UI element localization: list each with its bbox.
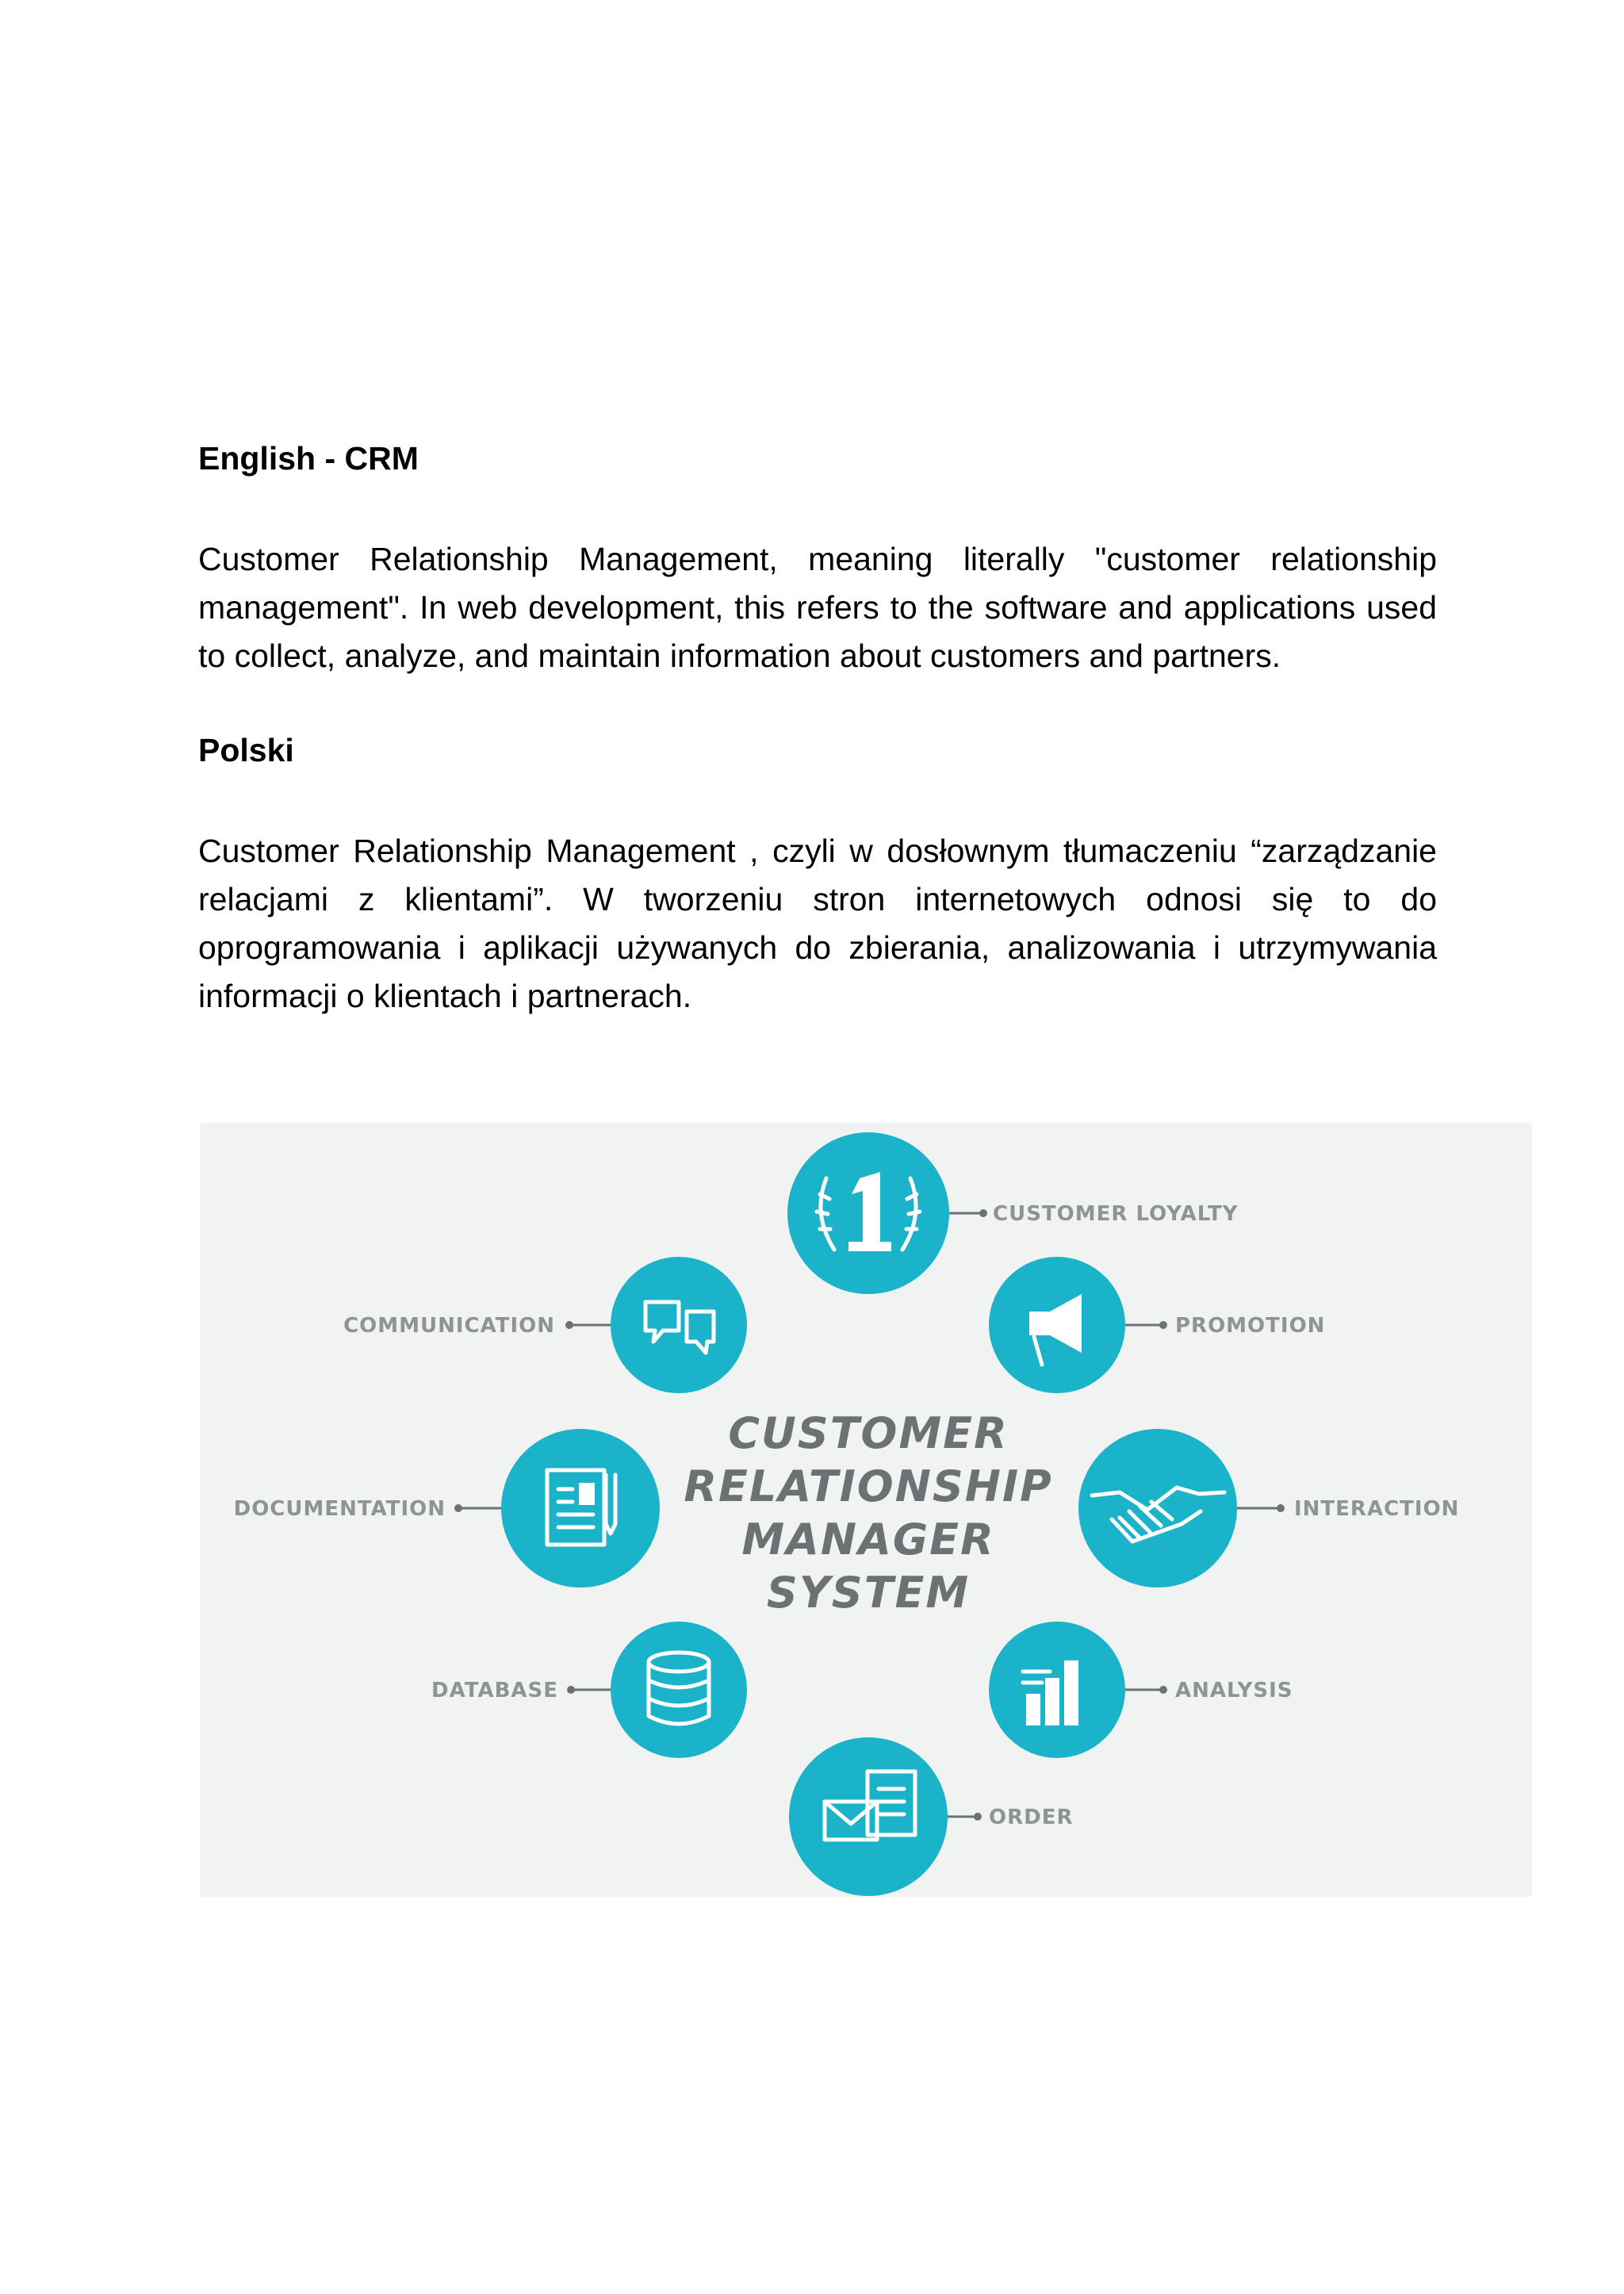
center-title-line-3: MANAGER: [741, 1515, 995, 1564]
node-interaction: [1078, 1429, 1459, 1587]
crm-diagram-svg: [200, 1123, 1532, 1897]
documentation-label: DOCUMENTATION: [233, 1497, 446, 1521]
order-label: ORDER: [989, 1806, 1074, 1829]
interaction-label: INTERACTION: [1294, 1497, 1460, 1521]
node-customer-loyalty: [787, 1132, 1239, 1294]
polish-heading: Polski: [198, 732, 294, 768]
analysis-label: ANALYSIS: [1175, 1679, 1293, 1702]
documentation-disc: [501, 1429, 660, 1587]
customer-loyalty-label: CUSTOMER LOYALTY: [993, 1202, 1239, 1226]
node-analysis: [989, 1622, 1293, 1758]
center-title-line-4: SYSTEM: [766, 1568, 971, 1618]
center-title-line-1: CUSTOMER: [728, 1408, 1009, 1458]
database-label: DATABASE: [431, 1679, 558, 1702]
promotion-label: PROMOTION: [1175, 1314, 1326, 1338]
node-order: [789, 1737, 1074, 1896]
communication-label: COMMUNICATION: [343, 1314, 555, 1338]
node-promotion: [989, 1257, 1325, 1393]
crm-diagram: [200, 1123, 1532, 1897]
database-disc: [611, 1622, 747, 1758]
center-title-line-2: RELATIONSHIP: [684, 1461, 1053, 1511]
english-paragraph: Customer Relationship Management, meaning literally "customer relationship management". In web development, this refers to the software and applications used to collect, analyze, and maintain information about customers and partners.: [198, 541, 1437, 674]
polish-paragraph: Customer Relationship Management , czyli w dosłownym tłumaczeniu “zarządzanie relacjami z klientami”. W tworzeniu stron internetowych odnosi się to do oprogramowania i aplikacji używanych do zbierania, analizowania i utrzymywania informacji o klientach i partnerach.: [198, 833, 1437, 1014]
english-heading: English - CRM: [198, 440, 419, 477]
node-database: [431, 1622, 747, 1758]
center-title: [684, 1408, 1052, 1618]
node-documentation: [234, 1429, 660, 1587]
node-communication: [343, 1257, 747, 1393]
